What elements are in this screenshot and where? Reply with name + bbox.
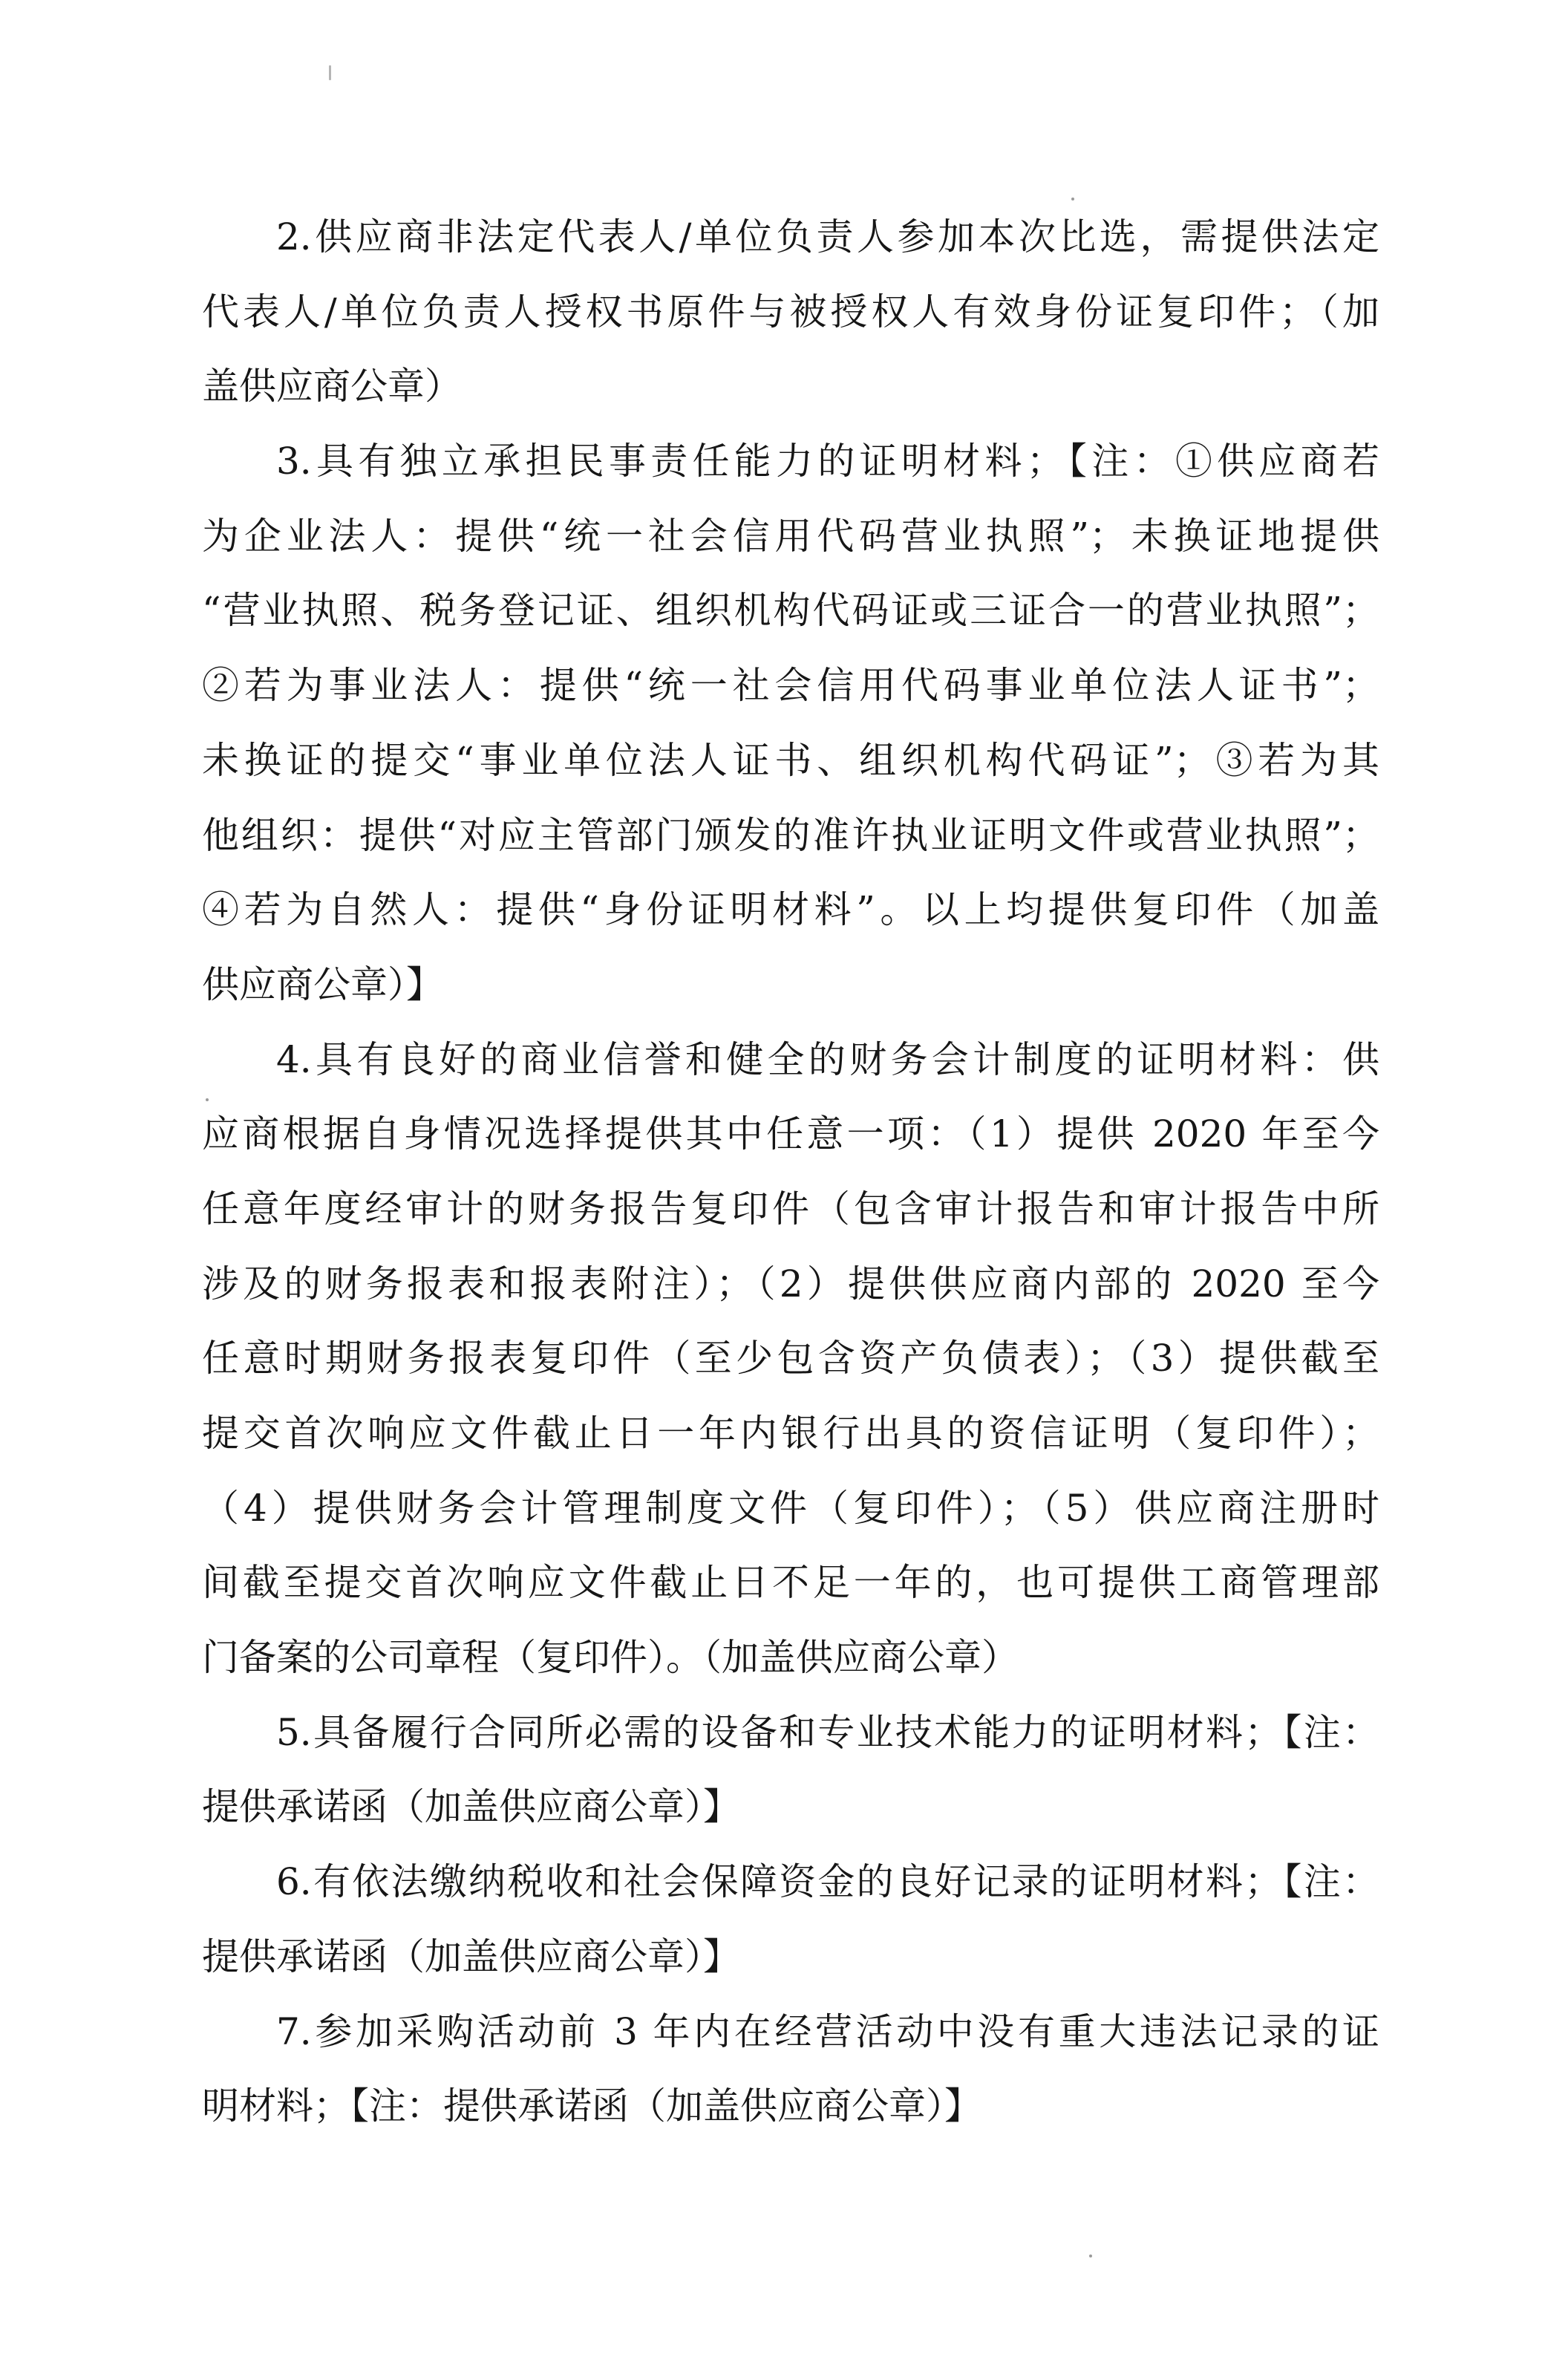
text-line: 4.具有良好的商业信誉和健全的财务会计制度的证明材料：供	[276, 1037, 1379, 1081]
text-line: 门备案的公司章程（复印件）。（加盖供应商公章）	[202, 1636, 1019, 1680]
text-line: 应商根据自身情况选择提供其中任意一项：（1）提供 2020 年至今	[202, 1112, 1379, 1156]
text-line: 7.参加采购活动前 3 年内在经营活动中没有重大违法记录的证	[276, 2009, 1379, 2053]
text-line: 任意时期财务报表复印件（至少包含资产负债表）；（3）提供截至	[202, 1337, 1379, 1380]
text-line: 提供承诺函（加盖供应商公章）】	[202, 1934, 740, 1978]
text-line: ④若为自然人：提供“身份证明材料”。以上均提供复印件（加盖	[202, 888, 1379, 932]
text-line: 2.供应商非法定代表人/单位负责人参加本次比选，需提供法定	[276, 215, 1379, 258]
text-line: 提交首次响应文件截止日一年内银行出具的资信证明（复印件）；	[202, 1412, 1379, 1455]
text-line: （4）提供财务会计管理制度文件（复印件）；（5）供应商注册时	[202, 1486, 1379, 1530]
text-line: 盖供应商公章）	[202, 365, 462, 408]
text-line: ②若为事业法人：提供“统一社会信用代码事业单位法人证书”；	[202, 664, 1379, 708]
text-line: 5.具备履行合同所必需的设备和专业技术能力的证明材料；【注：	[276, 1710, 1379, 1754]
text-line: 供应商公章）】	[202, 962, 443, 1006]
text-line: 间截至提交首次响应文件截止日不足一年的，也可提供工商管理部	[202, 1561, 1379, 1605]
scan-speck	[329, 65, 331, 80]
requirement-paragraph-7	[202, 1995, 1379, 2144]
text-line: 代表人/单位负责人授权书原件与被授权人有效身份证复印件；（加	[202, 290, 1379, 333]
text-line: “营业执照、税务登记证、组织机构代码证或三证合一的营业执照”；	[202, 589, 1379, 633]
requirement-paragraph-2	[202, 200, 1379, 424]
text-line: 任意年度经审计的财务报告复印件（包含审计报告和审计报告中所	[202, 1187, 1379, 1230]
text-line: 6.有依法缴纳税收和社会保障资金的良好记录的证明材料；【注：	[276, 1860, 1379, 1904]
text-line: 他组织：提供“对应主管部门颁发的准许执业证明文件或营业执照”；	[202, 813, 1379, 857]
text-line: 涉及的财务报表和报表附注）；（2）提供供应商内部的 2020 至今	[202, 1262, 1379, 1305]
requirement-paragraph-4	[202, 1023, 1379, 1695]
scan-speck	[1089, 2255, 1092, 2257]
requirement-paragraph-6	[202, 1845, 1379, 1994]
text-line: 未换证的提交“事业单位法人证书、组织机构代码证”；③若为其	[202, 738, 1379, 782]
requirement-paragraph-5	[202, 1695, 1379, 1845]
text-line: 为企业法人：提供“统一社会信用代码营业执照”；未换证地提供	[202, 514, 1379, 558]
text-line: 3.具有独立承担民事责任能力的证明材料；【注：①供应商若	[276, 440, 1379, 483]
document-body	[202, 200, 1379, 2144]
text-line: 明材料；【注：提供承诺函（加盖供应商公章）】	[202, 2084, 981, 2128]
text-line: 提供承诺函（加盖供应商公章）】	[202, 1785, 740, 1829]
requirement-paragraph-3	[202, 424, 1379, 1023]
